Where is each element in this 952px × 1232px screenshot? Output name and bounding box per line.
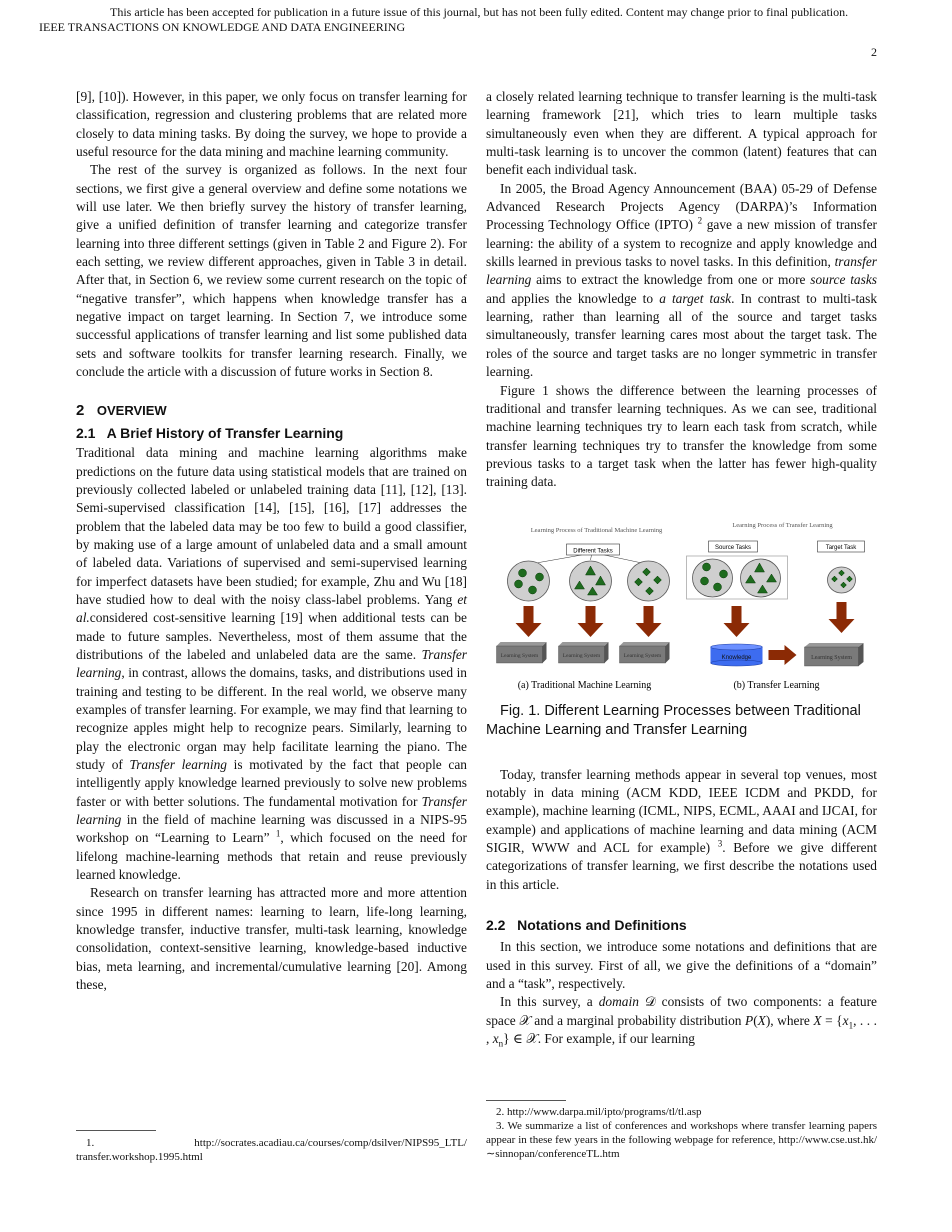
reference-mark: 2 [697,215,703,226]
emphasis-text: domain [598,994,639,1010]
paragraph [486,88,877,180]
text-run: Research on transfer learning has attracted more and more attention since 1995 in different names: learning to learn, life-long learning, knowledge transfer, inductive transfer, multi-task learning, knowledge consolidation, context-sensitive learning, knowledge-based inductive bias, meta learning, and incremental/cumulative learning [20]. Among these, [76,885,467,993]
learning-system-box [497,642,547,663]
section-title: OVERVIEW [96,402,167,418]
learning-system-box [805,643,864,666]
learning-system-box [559,642,609,663]
footnotes-left [76,1136,467,1164]
journal-title: IEEE TRANSACTIONS ON KNOWLEDGE AND DATA ENGINEERING [39,20,406,34]
emphasis-text: transfer learning [486,254,877,288]
arrow-down [636,606,662,637]
reference-mark: n [498,1038,504,1049]
reference-mark: 1 [848,1020,854,1031]
text-run: The rest of the survey is organized as follows. In the next four sections, we first give a general overview and define some notations we will use later. We then briefly survey the history of transfer learning, give a unified definition of transfer learning and categorize transfer learning into three different settings (given in Table 2 and Figure 2). For each setting, we review different approaches, given in Table 3 in detail. After that, in Section 6, we review some current research on the topic of “negative transfer”, which happens when knowledge transfer has a negative impact on target learning. In Section 7, we introduce some successful applications of transfer learning and list some published data sets and software toolkits for transfer learning research. Finally, we conclude the article with a discussion of future works in Section 8. [76,162,467,380]
text-run: in the field of machine learning was discussed in a NIPS-95 workshop on “Learning to Learn” [76,812,467,846]
text-run: and applies the knowledge to [486,290,660,306]
text-run: considered cost-sensitive learning [19] when additional tests can be made to future samples. Nevertheless, most of them assume that the distributions of the labeled and unlabeled data are the same. [76,610,467,662]
paragraph [486,938,877,993]
reference-mark: 1 [275,828,281,839]
paragraph [76,884,467,994]
text-run: , which focused on the need for lifelong machine-learning methods that retain and reuse previously learned knowledge. [76,830,467,883]
text-run: 𝒟 consists of two components: a feature space 𝒳 and a marginal probability distribution [486,994,877,1028]
learning-system-label: Learning System [500,652,539,659]
text-run: [9], [10]). However, in this paper, we only focus on transfer learning for classification, regression and clustering problems that are related more closely to data mining tasks. By doing the survey, we hope to provide a useful resource for the data mining and machine learning community. [76,89,467,160]
text-run: . Before we give different categorizations of transfer learning, we first describe the notations used in this article. [486,839,877,892]
text-run: . In contrast to multi-task learning, rather than learning all of the source and target tasks simultaneously, transfer learning cares most about the target task. The roles of the source and target tasks are no longer symmetric in transfer learning. [486,290,878,380]
reference-mark: 3 [717,838,723,849]
figure-1 [486,514,877,694]
text-run: ( [753,1012,758,1028]
source-tasks-label: Source Tasks [715,544,751,551]
text-run: } ∈ 𝒳. For example, if our learning [503,1031,696,1047]
section-number: 2 [76,401,85,419]
text-run: Today, transfer learning methods appear in several top venues, most notably in data mining (ACM KDD, IEEE ICDM and PKDD, for example), machine learning (ICML, NIPS, ECML, AAAI and IJCAI, for example) and applications of machine learning and data mining (ACM SIGIR, WWW and ACL for example) [486,766,877,855]
right-column [486,88,877,1048]
paragraph [76,161,467,381]
source-task-circles [693,559,733,597]
paragraph [486,382,877,492]
footnotes-right [486,1105,877,1161]
subsection-heading: 2.1 A Brief History of Transfer Learning [76,424,344,441]
footnote-rule [486,1100,566,1101]
figure-left-title: Learning Process of Traditional Machine Learning [530,526,663,534]
subsection-heading: 2.2 Notations and Definitions [486,916,687,933]
text-run: a closely related learning technique to transfer learning is the multi-task learning framework [21], which tries to learn multiple tasks simultaneously even when they are different. A typical approach for multi-task learning is to uncover the common (latent) features that can benefit each individual task. [486,89,877,178]
emphasis-text: source tasks [810,272,877,288]
text-run: , in contrast, allows the domains, tasks, and distributions used in training and testing to be different. In the real world, we observe many examples of transfer learning. For example, we may find that learning to recognize apples might help to recognize pears. Similarly, learning to play the electronic organ may help facilitate learning the piano. The study of [76,665,467,773]
section-heading [76,402,467,420]
task-diamonds [628,561,670,601]
text-run: , . . . , [486,1012,877,1047]
emphasis-text: Transfer learning [129,757,227,773]
subcaption-b: (b) Transfer Learning [733,679,820,691]
figure-right-title: Learning Process of Transfer Learning [732,521,833,529]
footnote-3: 3. We summarize a list of conferences and workshops where transfer learning papers appear in these few years in the following webpage for reference, http://www.cse.ust.hk/∼sinnopan/conferenceTL.htm [486,1120,877,1160]
text-run: In this survey, a [500,994,599,1010]
left-column [76,88,467,995]
knowledge-cylinder [711,644,763,666]
figure-1-graphic [486,514,877,694]
emphasis-text: x [492,1031,499,1047]
emphasis-text: X [813,1012,822,1028]
text-run: In 2005, the Broad Agency Announcement (BAA) 05-29 of Defense Advanced Research Projects Agency (DARPA)’s Information Processing Technology Office (IPTO) [486,180,877,233]
footnote-1: 1. http://socrates.acadiau.ca/courses/comp/dsilver/NIPS95_LTL/ transfer.workshop.1995.html [76,1137,467,1163]
text-run: Figure 1 shows the difference between the learning processes of traditional and transfer learning techniques. As we can see, traditional machine learning techniques try to learn each task from scratch, while transfer learning techniques try to transfer the knowledge from some previous tasks to a target task when the latter has fewer high-quality training data. [486,382,877,490]
arrow-down [724,606,750,637]
text-run: Traditional data mining and machine learning algorithms make predictions on the future data using statistical models that are trained on previously collected labeled or unlabeled training data [11], [12], [13]. Semi-supervised classification [14], [15], [16], [17] addresses the problem that the labeled data may be too few to build a good classifier, by making use of a large amount of unlabeled data and a small amount of labeled data. Variations of supervised and semi-supervised learning for imperfect datasets have been studied; for example, Zhu and Wu [18] have studied how to deal with the noisy class-label problems. Yang [76,445,467,607]
emphasis-text: P [745,1012,754,1028]
paragraph [486,993,877,1048]
figure-caption: Fig. 1. Different Learning Processes between Traditional Machine Learning and Transfer Learning [486,702,861,738]
text-run: = { [821,1012,843,1028]
emphasis-text: X [757,1012,766,1028]
emphasis-text: Transfer learning [76,646,467,681]
text-run: gave a new mission of transfer learning: the ability of a system to recognize and apply knowledge and skills learned in previous tasks to novel tasks. In this definition, [486,217,877,270]
paragraph [486,180,877,382]
subcaption-a: (a) Traditional Machine Learning [517,679,652,691]
paragraph [76,88,467,161]
learning-system-box [620,642,670,663]
text-run: ), where [765,1012,814,1028]
learning-system-label: Learning System [623,652,662,659]
task-circles [508,561,550,601]
learning-system-label: Learning System [562,652,601,659]
learning-system-label: Learning System [811,654,852,661]
page-number: 2 [871,45,877,59]
target-task-label: Target Task [825,544,857,551]
knowledge-label: Knowledge [721,654,752,661]
arrow-down [578,606,604,637]
footnote-2: 2. http://www.darpa.mil/ipto/programs/tl/tl.asp [496,1106,702,1118]
footnote-rule [76,1130,156,1131]
text-run: aims to extract the knowledge from one or more [531,272,811,288]
arrow-down [516,606,542,637]
emphasis-text: x [842,1012,849,1028]
emphasis-text: et al. [76,591,467,626]
text-run: In this section, we introduce some notations and definitions that are used in this survey. First of all, we give the definitions of a “domain” and a “task”, respectively. [486,939,877,991]
emphasis-text: Transfer learning [76,793,467,828]
paragraph [486,766,877,894]
arrow-right [769,645,797,665]
text-run: is motivated by the fact that people can intelligently apply knowledge learned previously to solve new problems faster or with better solutions. The fundamental motivation for [76,757,467,809]
different-tasks-label: Different Tasks [573,548,613,555]
emphasis-text: a target task [659,290,732,306]
paragraph [76,444,467,884]
publication-notice: This article has been accepted for publication in a future issue of this journal, but has not been fully edited. Content may change prior to final publication. [110,5,849,19]
arrow-down [829,602,855,633]
